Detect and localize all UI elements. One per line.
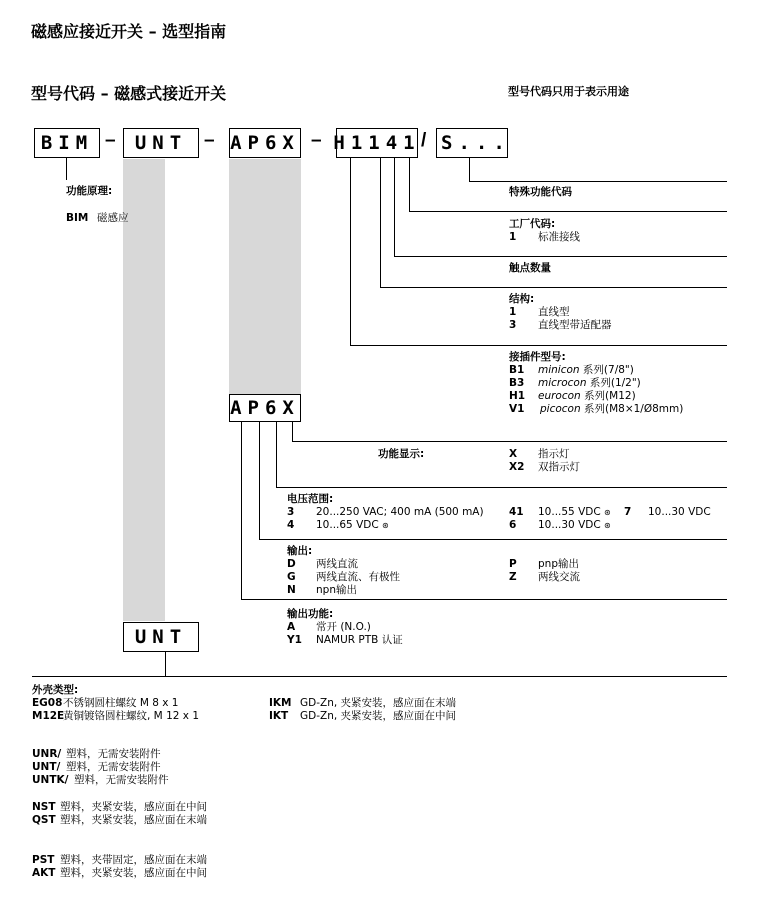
housing-code: EG08 xyxy=(32,697,63,709)
housing-code: M12E xyxy=(32,710,65,722)
housing-code: QST xyxy=(32,814,56,826)
structure-code: 1 xyxy=(509,306,517,318)
housing-code: UNTK/ xyxy=(32,774,69,786)
housing-text: 塑料，夹带固定，感应面在末端 xyxy=(60,854,207,866)
ex-mark-icon: ⊛ xyxy=(604,521,611,530)
voltage-text: 10...30 VDC xyxy=(648,506,711,518)
housing-text: 塑料，夹紧安装，感应面在中间 xyxy=(60,867,207,879)
output-function-text: 常开 (N.O.) xyxy=(316,621,371,633)
principle-code: BIM xyxy=(66,212,89,224)
voltage-text: 10...30 VDC xyxy=(538,519,601,531)
connector-desc: 系列(M8×1/Ø8mm) xyxy=(583,403,684,415)
connector-series: microcon xyxy=(538,377,587,389)
output-text: 两线直流 xyxy=(316,558,358,570)
code-box-special: S... xyxy=(436,128,508,158)
housing-text: 塑料，无需安装附件 xyxy=(66,748,161,760)
output-text: npn输出 xyxy=(316,584,357,596)
leader-line xyxy=(292,441,727,442)
connector-series: minicon xyxy=(538,364,580,376)
display-title: 功能显示: xyxy=(378,448,425,460)
housing-code: IKT xyxy=(269,710,289,722)
output-function-code: Y1 xyxy=(287,634,302,646)
leader-line xyxy=(66,158,67,180)
principle-title: 功能原理: xyxy=(66,185,113,197)
leader-line xyxy=(292,422,293,441)
connector-text xyxy=(538,390,636,403)
code-slash: / xyxy=(421,130,427,151)
output-text: 两线直流、有极性 xyxy=(316,571,400,583)
connector-series: picocon xyxy=(540,403,581,415)
connector-title: 接插件型号: xyxy=(509,351,566,363)
structure-text: 直线型带适配器 xyxy=(538,319,612,331)
connector-text xyxy=(538,377,641,390)
connector-desc: 系列(1/2") xyxy=(589,377,641,389)
voltage-code: 7 xyxy=(624,506,632,518)
contacts-title: 触点数量 xyxy=(509,262,551,274)
leader-line xyxy=(380,287,727,288)
connector-text xyxy=(538,364,634,377)
usage-note: 型号代码只用于表示用途 xyxy=(508,85,629,98)
output-text: pnp输出 xyxy=(538,558,579,570)
connector-text xyxy=(540,403,683,416)
output-code: G xyxy=(287,571,296,583)
housing-text: 不锈钢圆柱螺纹 M 8 x 1 xyxy=(63,697,179,709)
output-code: N xyxy=(287,584,296,596)
housing-code: UNR/ xyxy=(32,748,62,760)
leader-line xyxy=(350,158,351,345)
code-dash: – xyxy=(105,130,116,151)
factory-title: 工厂代码: xyxy=(509,218,556,230)
leader-line xyxy=(394,256,727,257)
output-code: Z xyxy=(509,571,517,583)
leader-line xyxy=(259,422,260,539)
housing-text: 塑料，无需安装附件 xyxy=(74,774,169,786)
leader-line xyxy=(409,158,410,211)
output-function-text: NAMUR PTB 认证 xyxy=(316,634,403,646)
leader-line xyxy=(380,158,381,287)
connector-code: H1 xyxy=(509,390,526,402)
connector-desc: 系列(M12) xyxy=(584,390,636,402)
structure-code: 3 xyxy=(509,319,517,331)
leader-line xyxy=(394,158,395,256)
leader-line xyxy=(32,676,727,677)
voltage-code: 41 xyxy=(509,506,524,518)
ex-mark-icon: ⊛ xyxy=(382,521,389,530)
code-box-ap6x-lower: AP6X xyxy=(229,394,301,422)
output-title: 输出: xyxy=(287,545,313,557)
voltage-title: 电压范围: xyxy=(287,493,334,505)
output-text: 两线交流 xyxy=(538,571,580,583)
connector-code: B1 xyxy=(509,364,525,376)
voltage-code: 3 xyxy=(287,506,295,518)
connector-code: V1 xyxy=(509,403,525,415)
output-function-title: 输出功能: xyxy=(287,608,334,620)
voltage-code: 4 xyxy=(287,519,295,531)
ap6x-band xyxy=(229,159,301,394)
voltage-text: 20...250 VAC; 400 mA (500 mA) xyxy=(316,506,484,518)
voltage-code: 6 xyxy=(509,519,517,531)
code-box-unt: UNT xyxy=(123,128,199,158)
factory-text: 标准接线 xyxy=(538,231,580,243)
display-code: X xyxy=(509,448,518,460)
housing-text: 塑料，无需安装附件 xyxy=(66,761,161,773)
leader-line xyxy=(469,181,727,182)
structure-text: 直线型 xyxy=(538,306,570,318)
leader-line xyxy=(259,539,727,540)
structure-title: 结构: xyxy=(509,293,535,305)
code-dash: – xyxy=(204,130,215,151)
housing-code: AKT xyxy=(32,867,56,879)
housing-code: UNT/ xyxy=(32,761,61,773)
leader-line xyxy=(165,652,166,676)
factory-code: 1 xyxy=(509,231,517,243)
voltage-text: 10...65 VDC xyxy=(316,519,379,531)
display-code: X2 xyxy=(509,461,525,473)
code-box-ap6x: AP6X xyxy=(229,128,301,158)
section-title: 型号代码 – 磁感式接近开关 xyxy=(31,84,227,103)
housing-text: 黄铜镀铬圆柱螺纹, M 12 x 1 xyxy=(63,710,200,722)
code-box-bim: BIM xyxy=(34,128,100,158)
housing-text: GD-Zn, 夹紧安装，感应面在末端 xyxy=(300,697,457,709)
connector-code: B3 xyxy=(509,377,525,389)
leader-line xyxy=(469,158,470,181)
housing-title: 外壳类型: xyxy=(32,684,79,696)
code-box-h1141: H1141 xyxy=(336,128,418,158)
special-title: 特殊功能代码 xyxy=(509,186,572,198)
leader-line xyxy=(350,345,727,346)
housing-text: 塑料，夹紧安装，感应面在末端 xyxy=(60,814,207,826)
connector-series: eurocon xyxy=(538,390,581,402)
housing-code: NST xyxy=(32,801,56,813)
leader-line xyxy=(276,487,727,488)
leader-line xyxy=(276,422,277,487)
output-code: D xyxy=(287,558,296,570)
code-box-unt-lower: UNT xyxy=(123,622,199,652)
output-function-code: A xyxy=(287,621,296,633)
principle-text: 磁感应 xyxy=(97,212,129,224)
output-code: P xyxy=(509,558,517,570)
ex-mark-icon: ⊛ xyxy=(604,508,611,517)
display-text: 双指示灯 xyxy=(538,461,580,473)
leader-line xyxy=(409,211,727,212)
page-title: 磁感应接近开关 – 选型指南 xyxy=(31,22,227,41)
housing-text: 塑料，夹紧安装，感应面在中间 xyxy=(60,801,207,813)
leader-line xyxy=(241,422,242,599)
connector-desc: 系列(7/8") xyxy=(582,364,634,376)
leader-line xyxy=(241,599,727,600)
housing-text: GD-Zn, 夹紧安装，感应面在中间 xyxy=(300,710,457,722)
housing-code: PST xyxy=(32,854,55,866)
display-text: 指示灯 xyxy=(538,448,570,460)
code-dash: – xyxy=(311,130,322,151)
unt-band xyxy=(123,159,165,621)
housing-code: IKM xyxy=(269,697,292,709)
voltage-text: 10...55 VDC xyxy=(538,506,601,518)
